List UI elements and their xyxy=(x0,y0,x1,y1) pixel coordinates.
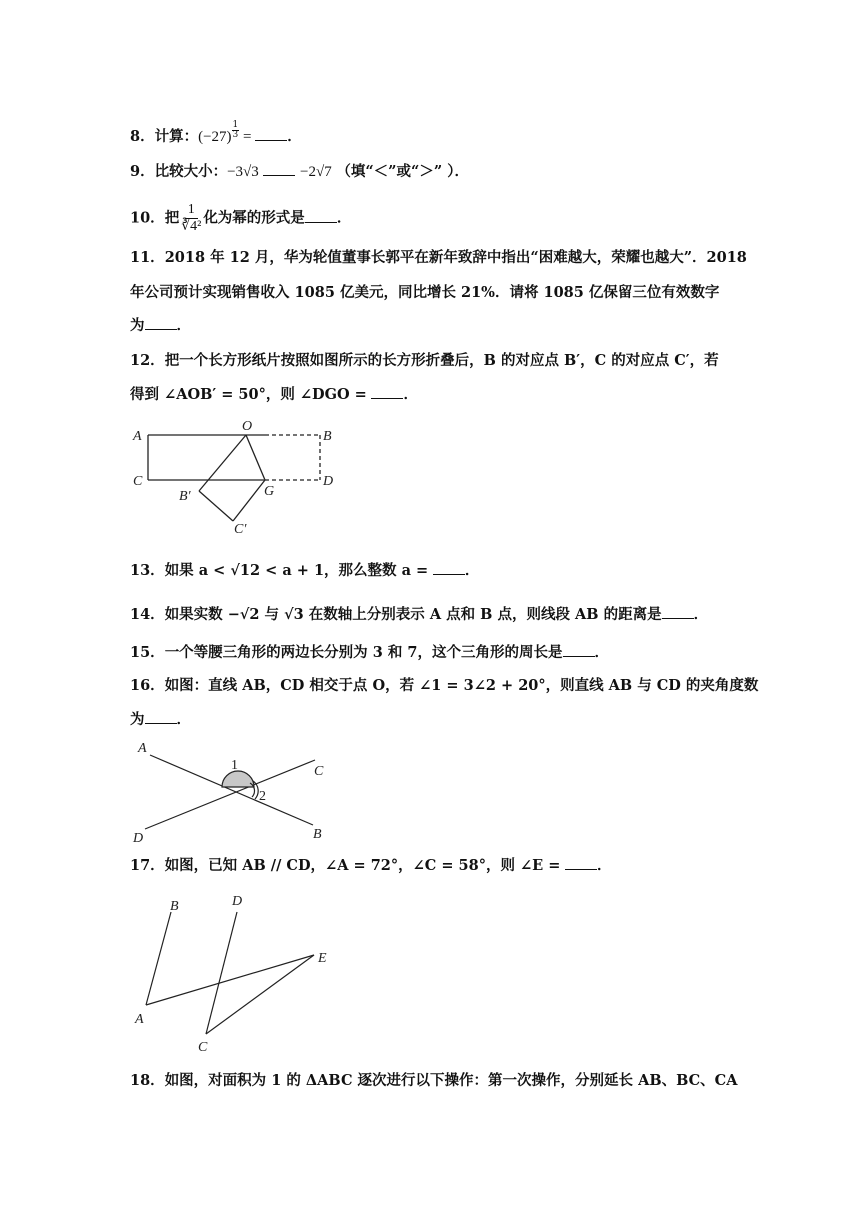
label-B: B xyxy=(323,429,332,444)
question-number: 16． xyxy=(130,677,165,694)
question-number: 10． xyxy=(130,209,165,227)
question-text: 如果实数 −√2 与 √3 在数轴上分别表示 A 点和 B 点，则线段 AB 的距离是 xyxy=(164,606,662,623)
question-end: ． xyxy=(176,317,191,334)
figure-q17-parallel-lines xyxy=(146,912,314,1034)
label-B-prime: B′ xyxy=(179,489,191,504)
label-angle-2: 2 xyxy=(259,789,266,804)
question-end: ． xyxy=(403,386,418,403)
exponent-denominator: 3 xyxy=(232,130,239,140)
question-number: 13． xyxy=(130,562,165,579)
question-line-1: 如图：直线 AB，CD 相交于点 O，若 ∠1 = 3∠2 + 20°，则直线 AB 与 CD 的夹角度数 xyxy=(164,677,759,694)
equals-sign: = xyxy=(239,129,256,145)
question-number: 18． xyxy=(130,1072,165,1089)
question-text: 如图，对面积为 1 的 ΔABC 逐次进行以下操作：第一次操作，分别延长 AB、BC、CA xyxy=(164,1072,738,1089)
question-number: 17． xyxy=(130,857,165,874)
label-A: A xyxy=(135,1012,144,1027)
segment-AB xyxy=(146,912,171,1005)
question-end: ． xyxy=(594,644,610,661)
exponent-numerator: 1 xyxy=(232,120,239,130)
segment-CD xyxy=(206,912,237,1034)
question-number: 8． xyxy=(130,128,155,145)
question-end: ． xyxy=(464,562,480,579)
question-text: 如果 a < √12 < a + 1，那么整数 a = xyxy=(164,562,429,579)
question-text: 化为幂的形式是 xyxy=(203,209,305,227)
question-text: 如图，已知 AB // CD，∠A = 72°，∠C = 58°，则 ∠E = xyxy=(164,857,561,874)
question-number: 14． xyxy=(130,606,165,623)
label-B: B xyxy=(313,827,322,842)
question-label: 把 xyxy=(164,209,180,227)
label-C: C xyxy=(133,474,143,489)
label-A: A xyxy=(138,741,147,756)
figure-q16-intersecting-lines xyxy=(145,755,315,829)
question-text: 一个等腰三角形的两边长分别为 3 和 7，这个三角形的周长是 xyxy=(164,644,563,661)
question-number: 12． xyxy=(130,352,165,369)
segment-AE xyxy=(146,955,314,1005)
math-right: −2√7 xyxy=(300,164,332,180)
segment-CE xyxy=(206,955,314,1034)
angle-1-marker xyxy=(222,771,254,787)
question-end: ． xyxy=(336,209,352,227)
label-A: A xyxy=(133,429,142,444)
fold-line-OG xyxy=(246,435,265,480)
label-D: D xyxy=(232,894,243,909)
line-CD xyxy=(145,760,315,829)
label-C-prime: C′ xyxy=(234,522,247,537)
label-C: C xyxy=(198,1040,208,1055)
question-11-line-2: 年公司预计实现销售收入 1085 亿美元，同比增长 21%．请将 1085 亿保留三位有效数字 xyxy=(130,284,720,301)
question-line-2: 为 xyxy=(130,711,145,728)
figure-q12-folded-rectangle xyxy=(148,435,320,521)
math-left: −3√3 xyxy=(227,164,259,180)
label-D: D xyxy=(133,831,144,846)
label-D: D xyxy=(323,474,334,489)
label-E: E xyxy=(318,951,327,966)
question-end: ． xyxy=(693,606,709,623)
label-O: O xyxy=(242,419,253,434)
fraction-denominator: ∛4² xyxy=(181,219,202,234)
label-B: B xyxy=(170,899,179,914)
math-base: (−27) xyxy=(198,129,232,145)
question-line-3: 为 xyxy=(130,317,145,334)
question-label: 比较大小： xyxy=(154,163,228,180)
question-number: 11． xyxy=(130,249,165,266)
question-number: 9． xyxy=(130,163,155,180)
question-end: ． xyxy=(287,128,302,145)
label-angle-1: 1 xyxy=(231,758,238,773)
question-hint: （填“＜”或“＞” ）． xyxy=(336,163,469,180)
question-line-2: 得到 ∠AOB′ = 50°，则 ∠DGO = xyxy=(130,386,367,403)
question-end: ． xyxy=(597,857,612,874)
edge-B-prime-C-prime xyxy=(199,491,233,521)
fraction-numerator: 1 xyxy=(185,202,198,219)
edge-C-prime-G xyxy=(233,480,265,521)
label-C: C xyxy=(314,764,324,779)
question-number: 15． xyxy=(130,644,165,661)
question-line-1: 2018 年 12 月，华为轮值董事长郭平在新年致辞中指出“困难越大，荣耀也越大”．2018 xyxy=(164,249,747,266)
label-G: G xyxy=(264,484,275,499)
question-line-1: 把一个长方形纸片按照如图所示的长方形折叠后，B 的对应点 B′，C 的对应点 C′，若 xyxy=(164,352,719,369)
question-end: ． xyxy=(176,711,191,728)
question-label: 计算： xyxy=(154,128,199,145)
edge-OB-prime xyxy=(199,435,246,491)
